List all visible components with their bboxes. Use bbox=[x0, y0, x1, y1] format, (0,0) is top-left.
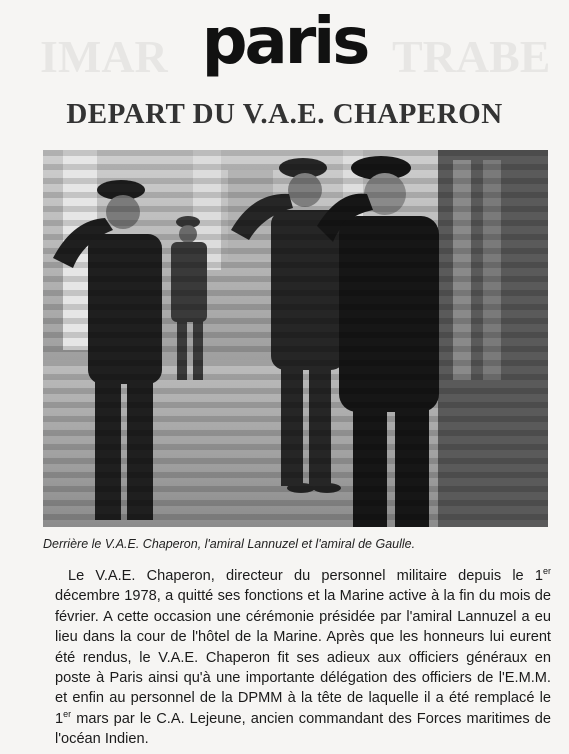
article-text-part: décembre 1978, a quitté ses fonctions et la Marine active à la fin du mois de février. A cette occasion une cérémonie présidée par l'amiral Lannuzel a eu lieu dans la cour de l'hôtel de la Marine. Après que les honneurs lui eurent été rendus, le V.A.E. Chaperon fit ses adieux aux officiers généraux en poste à Paris ainsi qu'à une importante délégation des officiers de l'E.M.M. et enfin au personnel de la DPMM à la tête de laquelle il a été remplacé le 1 bbox=[55, 588, 551, 727]
ordinal-suffix: er bbox=[542, 566, 551, 577]
article-body bbox=[55, 566, 551, 750]
article-text-part: mars par le C.A. Lejeune, ancien commandant des Forces maritimes de l'océan Indien. bbox=[55, 710, 551, 748]
photo-caption: Derrière le V.A.E. Chaperon, l'amiral Lannuzel et l'amiral de Gaulle. bbox=[43, 537, 416, 551]
ceremony-photo bbox=[43, 150, 548, 527]
article-headline: DEPART DU V.A.E. CHAPERON bbox=[66, 98, 503, 130]
article-text-part: Le V.A.E. Chaperon, directeur du personnel militaire depuis le 1 bbox=[68, 568, 543, 584]
section-masthead: paris bbox=[201, 5, 368, 79]
ordinal-suffix: er bbox=[63, 708, 72, 719]
bleed-through-text: IMAR bbox=[40, 31, 168, 82]
bleed-through-text: TRABE bbox=[392, 31, 551, 82]
